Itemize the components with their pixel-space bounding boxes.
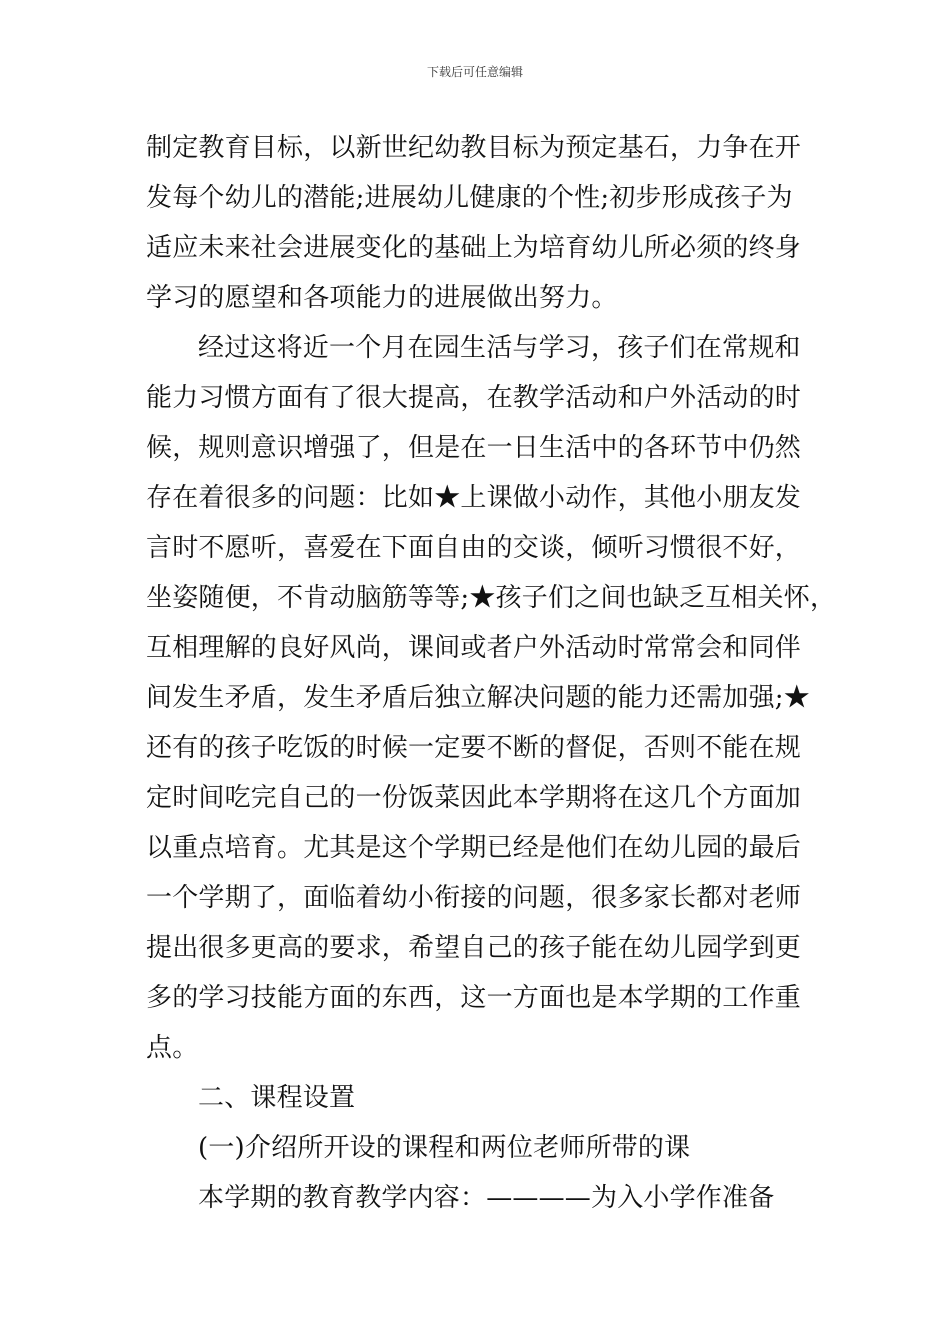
text-line: 制定教育目标，以新世纪幼教目标为预定基石，力争在开 (146, 133, 802, 163)
section-heading: 二、课程设置 (198, 1083, 356, 1113)
text-line: 发每个幼儿的潜能;进展幼儿健康的个性;初步形成孩子为 (146, 183, 793, 213)
text-line: 定时间吃完自己的一份饭菜因此本学期将在这几个方面加 (146, 783, 802, 813)
text-line: 本学期的教育教学内容：————为入小学作准备 (198, 1183, 775, 1213)
text-line: 多的学习技能方面的东西，这一方面也是本学期的工作重 (146, 983, 802, 1013)
text-line: 互相理解的良好风尚，课间或者户外活动时常常会和同伴 (146, 633, 802, 663)
text-line: 点。 (146, 1033, 199, 1063)
text-line: 提出很多更高的要求，希望自己的孩子能在幼儿园学到更 (146, 933, 802, 963)
text-line: 间发生矛盾，发生矛盾后独立解决问题的能力还需加强;★ (146, 683, 810, 713)
text-line: 经过这将近一个月在园生活与学习，孩子们在常规和 (198, 333, 801, 363)
text-line: 适应未来社会进展变化的基础上为培育幼儿所必须的终身 (146, 233, 802, 263)
text-line: 一个学期了，面临着幼小衔接的问题，很多家长都对老师 (146, 883, 802, 913)
text-line: 候，规则意识增强了，但是在一日生活中的各环节中仍然 (146, 433, 802, 463)
page-header-note: 下载后可任意编辑 (426, 65, 523, 79)
text-line: 学习的愿望和各项能力的进展做出努力。 (146, 283, 618, 313)
text-line: 存在着很多的问题：比如★上课做小动作，其他小朋友发 (146, 483, 802, 513)
text-line: 以重点培育。尤其是这个学期已经是他们在幼儿园的最后 (146, 833, 802, 863)
text-line: 能力习惯方面有了很大提高，在教学活动和户外活动的时 (146, 383, 802, 413)
text-line: 言时不愿听，喜爱在下面自由的交谈，倾听习惯很不好， (146, 533, 802, 563)
subsection-heading: (一)介绍所开设的课程和两位老师所带的课 (198, 1133, 691, 1163)
text-line: 还有的孩子吃饭的时候一定要不断的督促，否则不能在规 (146, 733, 802, 763)
text-line: 坐姿随便，不肯动脑筋等等;★孩子们之间也缺乏互相关怀， (146, 583, 837, 613)
